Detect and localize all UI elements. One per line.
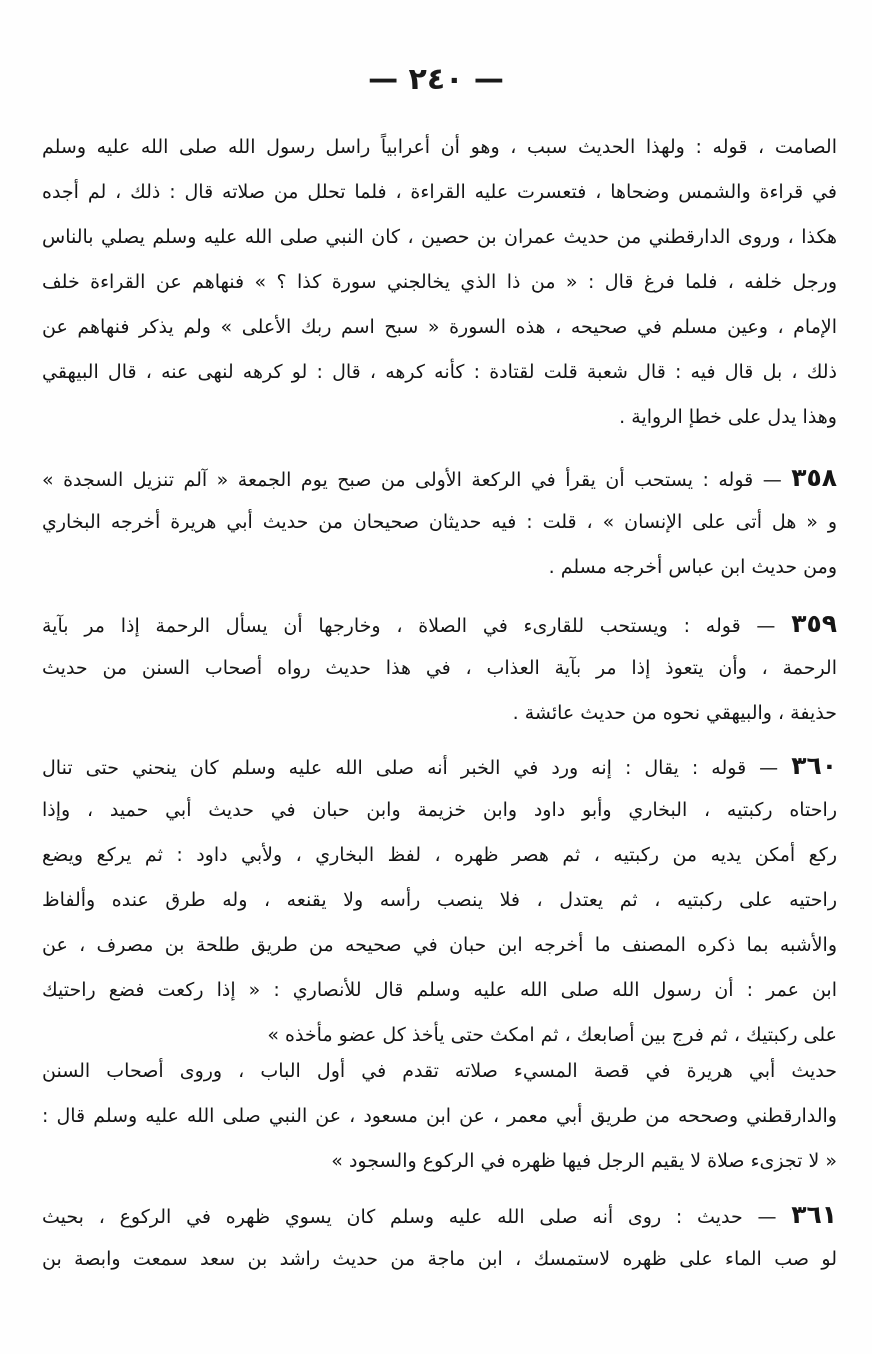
text-line: في قراءة والشمس وضحاها ، فتعسرت عليه القراءة ، فلما تحلل من صلاته قال : ذلك ، لم أجده xyxy=(42,181,837,203)
text-line xyxy=(42,455,837,500)
text-line: وهذا يدل على خطإ الرواية . xyxy=(619,406,837,428)
paragraph xyxy=(42,1049,837,1184)
line-text: — حديث : روى أنه صلى الله عليه وسلم كان يسوي ظهره في الركوع ، بحيث xyxy=(42,1206,777,1228)
text-line: و « هل أتى على الإنسان » ، قلت : فيه حديثان صحيحان من حديث أبي هريرة أخرجه البخاري xyxy=(42,511,837,533)
text-line: ورجل خلفه ، فلما فرغ قال : « من ذا الذي يخالجني سورة كذا ؟ » فنهاهم عن القراءة خلف xyxy=(42,271,837,293)
entry-number: ٣٦١ xyxy=(791,1200,837,1229)
text-line: راحتاه ركبتيه ، البخاري وأبو داود وابن خزيمة وابن حبان في حديث أبي حميد ، وإذا xyxy=(42,799,837,821)
numbered-paragraph xyxy=(42,1192,837,1282)
entry-number: ٣٥٨ xyxy=(791,463,837,492)
text-line xyxy=(42,1192,837,1237)
text-line: ابن عمر : أن رسول الله صلى الله عليه وسلم قال للأنصاري : « إذا ركعت فضع راحتيك xyxy=(42,979,837,1001)
text-line: حديث أبي هريرة في قصة المسيء صلاته تقدم في أول الباب ، وروى أصحاب السنن xyxy=(42,1060,837,1082)
text-line: الرحمة ، وأن يتعوذ إذا مر بآية العذاب ، في هذا حديث رواه أصحاب السنن من حديث xyxy=(42,657,837,679)
numbered-paragraph xyxy=(42,743,837,1058)
text-line xyxy=(42,601,837,646)
text-line: راحتيه على ركبتيه ، ثم يعتدل ، فلا ينصب رأسه ولا يقنعه ، وله طرق عنده وألفاظ xyxy=(42,889,837,911)
text-line: ذلك ، بل قال فيه : قال شعبة قلت لقتادة : كأنه كرهه ، قال : لو كرهه لنهى عنه ، قال البيهقي xyxy=(42,361,837,383)
numbered-paragraph xyxy=(42,601,837,736)
text-line: الإمام ، وعين مسلم في صحيحه ، هذه السورة « سبح اسم ربك الأعلى » ولم يذكر فنهاهم عن xyxy=(42,316,837,338)
text-line: على ركبتيك ، ثم فرج بين أصابعك ، ثم امكث حتى يأخذ كل عضو مأخذه » xyxy=(267,1024,837,1046)
text-line xyxy=(42,743,837,788)
line-text: — قوله : يقال : إنه ورد في الخبر أنه صلى الله عليه وسلم كان ينحني حتى تنال xyxy=(42,757,779,779)
text-line: والأشبه بما ذكره المصنف ما أخرجه ابن حبان في صحيحه من طريق طلحة بن مصرف ، عن xyxy=(42,934,837,956)
entry-number: ٣٦٠ xyxy=(791,751,837,780)
line-text: — قوله : ويستحب للقارىء في الصلاة ، وخارجها أن يسأل الرحمة إذا مر بآية xyxy=(42,615,776,637)
text-line: لو صب الماء على ظهره لاستمسك ، ابن ماجة من حديث راشد بن سعد سمعت وابصة بن xyxy=(42,1248,837,1270)
text-line: ومن حديث ابن عباس أخرجه مسلم . xyxy=(548,556,837,578)
line-text: — قوله : يستحب أن يقرأ في الركعة الأولى من صبح يوم الجمعة « آلم تنزيل السجدة » xyxy=(42,469,782,491)
page-number: — ٢٤٠ — xyxy=(368,62,504,97)
numbered-paragraph xyxy=(42,455,837,590)
text-line: « لا تجزىء صلاة لا يقيم الرجل فيها ظهره في الركوع والسجود » xyxy=(331,1150,837,1172)
text-line: والدارقطني وصححه من طريق أبي معمر ، عن ابن مسعود ، عن النبي صلى الله عليه وسلم قال : xyxy=(42,1105,837,1127)
text-line: ركع أمكن يديه من ركبتيه ، ثم هصر ظهره ، لفظ البخاري ، ولأبي داود : ثم يركع ويضع xyxy=(42,844,837,866)
paragraph xyxy=(42,125,837,440)
entry-number: ٣٥٩ xyxy=(791,609,837,638)
text-line: هكذا ، وروى الدارقطني من حديث عمران بن حصين ، كان النبي صلى الله عليه وسلم يصلي بالناس xyxy=(42,226,837,248)
text-line: حذيفة ، والبيهقي نحوه من حديث عائشة . xyxy=(512,702,837,724)
text-line: الصامت ، قوله : ولهذا الحديث سبب ، وهو أن أعرابياً راسل رسول الله صلى الله عليه وسلم xyxy=(42,136,837,158)
